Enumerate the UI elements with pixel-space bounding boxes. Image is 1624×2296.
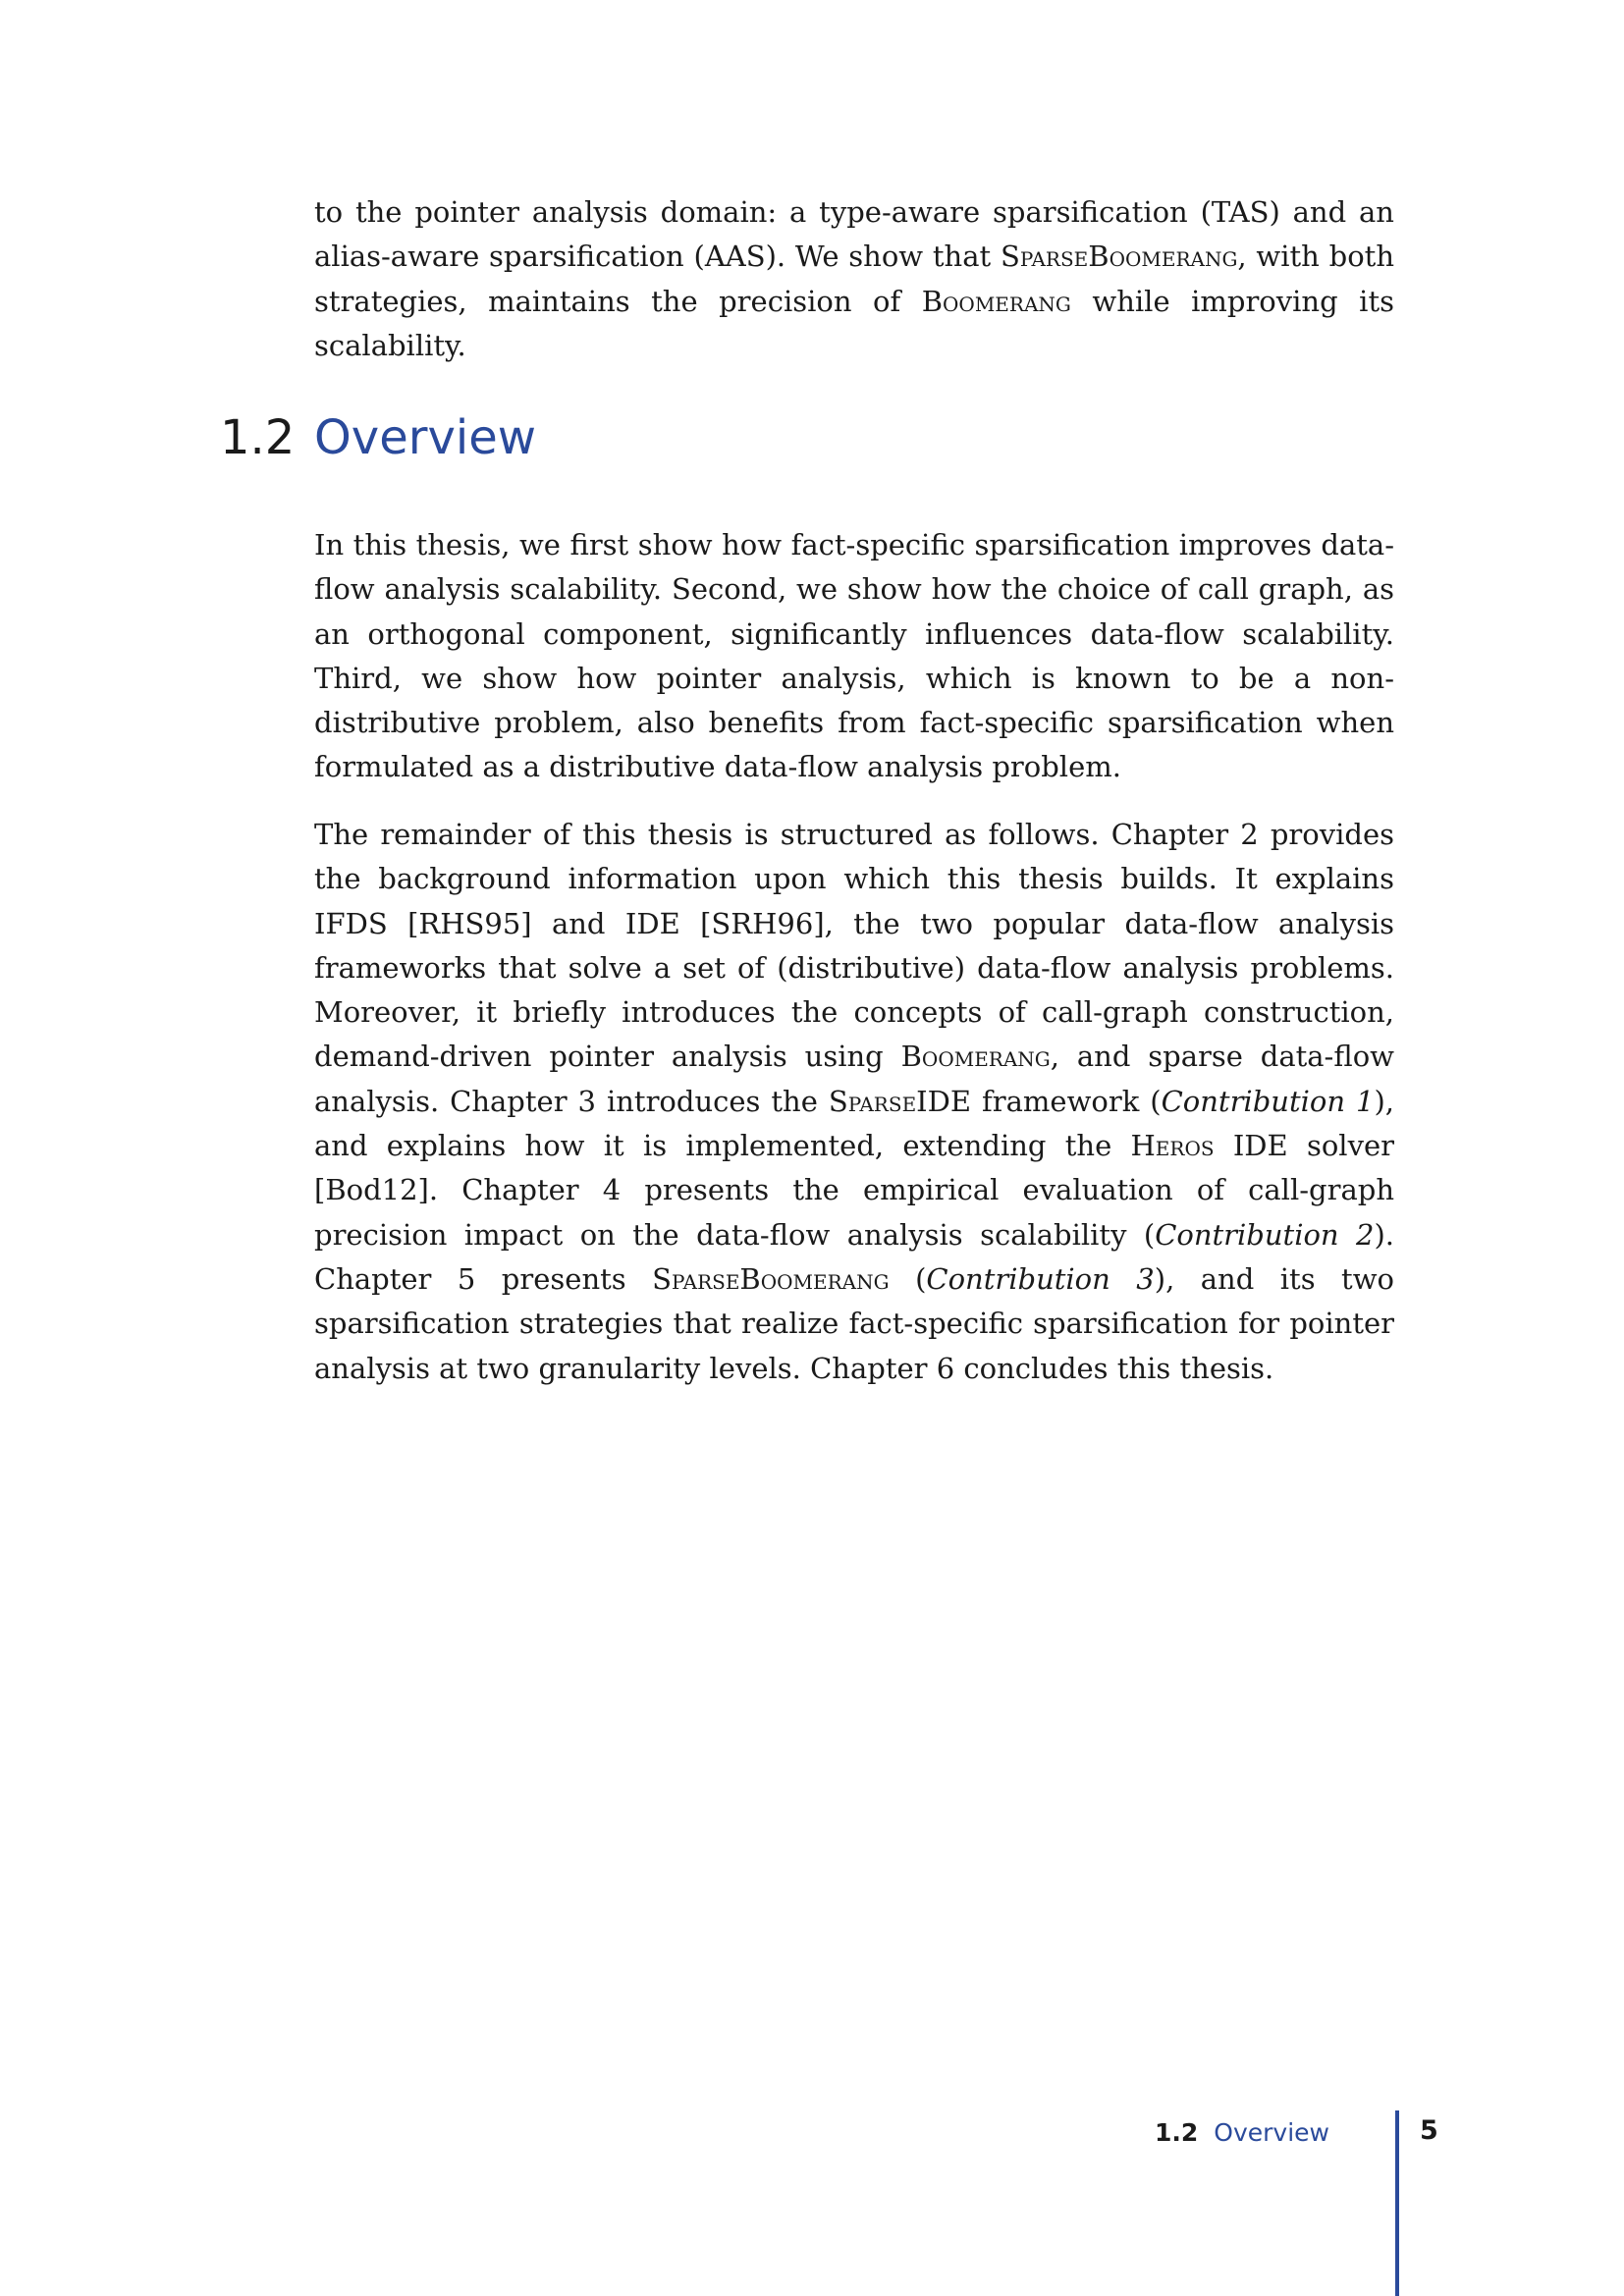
contribution-2-ref: Contribution 2	[1155, 1217, 1375, 1252]
paragraph-text: In this thesis, we first show how fact-specific sparsification improves data-flow analysis scalability. Second, we show how the choice of call graph, as an orthogonal component, significantly influences data-flow scalability. Third, we show how pointer analysis, which is known to be a non-distributive problem, also benefits from fact-specific sparsification when formulated as a distributive data-flow analysis problem.	[314, 528, 1394, 784]
footer-vertical-rule	[1395, 2110, 1399, 2296]
contribution-1-ref: Contribution 1	[1161, 1084, 1375, 1118]
footer-section-title: Overview	[1214, 2118, 1329, 2147]
sparseide-name: Sparse	[828, 1084, 917, 1118]
sparseboomerang-name: SparseBoomerang	[652, 1261, 890, 1296]
running-footer	[1080, 2118, 1329, 2148]
section-number: 1.2	[220, 410, 296, 465]
intro-text: to the pointer analysis domain: a type-aware sparsification (TAS) and an alias-aware sparsification (AAS). We show that SparseBoomerang, with both strategies, maintains the precision of Boomerang while improving its scalability.	[314, 195, 1394, 362]
page-number: 5	[1420, 2115, 1438, 2146]
intro-paragraph	[314, 190, 1394, 368]
section-heading	[220, 410, 536, 465]
boomerang-name: Boomerang	[921, 284, 1071, 318]
paragraph-text: The remainder of this thesis is structured as follows. Chapter 2 provides the background information upon which this thesis builds. It explains IFDS [RHS95] and IDE [SRH96], the two popular data-flow analysis frameworks that solve a set of (distributive) data-flow analysis problems. Moreover, it briefly introduces the concepts of call-graph construction, demand-driven pointer analysis using Boomerang, and sparse data-flow analysis. Chapter 3 introduces the SparseIDE framework (Contribution 1), and explains how it is implemented, extending the Heros IDE solver [Bod12]. Chapter 4 presents the empirical evaluation of call-graph precision impact on the data-flow analysis scalability (Contribution 2). Chapter 5 presents SparseBoomerang (Contribution 3), and its two sparsification strategies that realize fact-specific sparsification for pointer analysis at two granularity levels. Chapter 6 concludes this thesis.	[314, 818, 1394, 1385]
contribution-3-ref: Contribution 3	[926, 1261, 1155, 1296]
overview-paragraph-1	[314, 523, 1394, 790]
section-title: Overview	[314, 410, 536, 465]
footer-section-number: 1.2	[1155, 2118, 1199, 2147]
overview-paragraph-2	[314, 813, 1394, 1391]
heros-name: Heros	[1130, 1129, 1215, 1163]
boomerang-name: Boomerang	[900, 1040, 1051, 1074]
sparseboomerang-name: SparseBoomerang	[1000, 240, 1238, 274]
